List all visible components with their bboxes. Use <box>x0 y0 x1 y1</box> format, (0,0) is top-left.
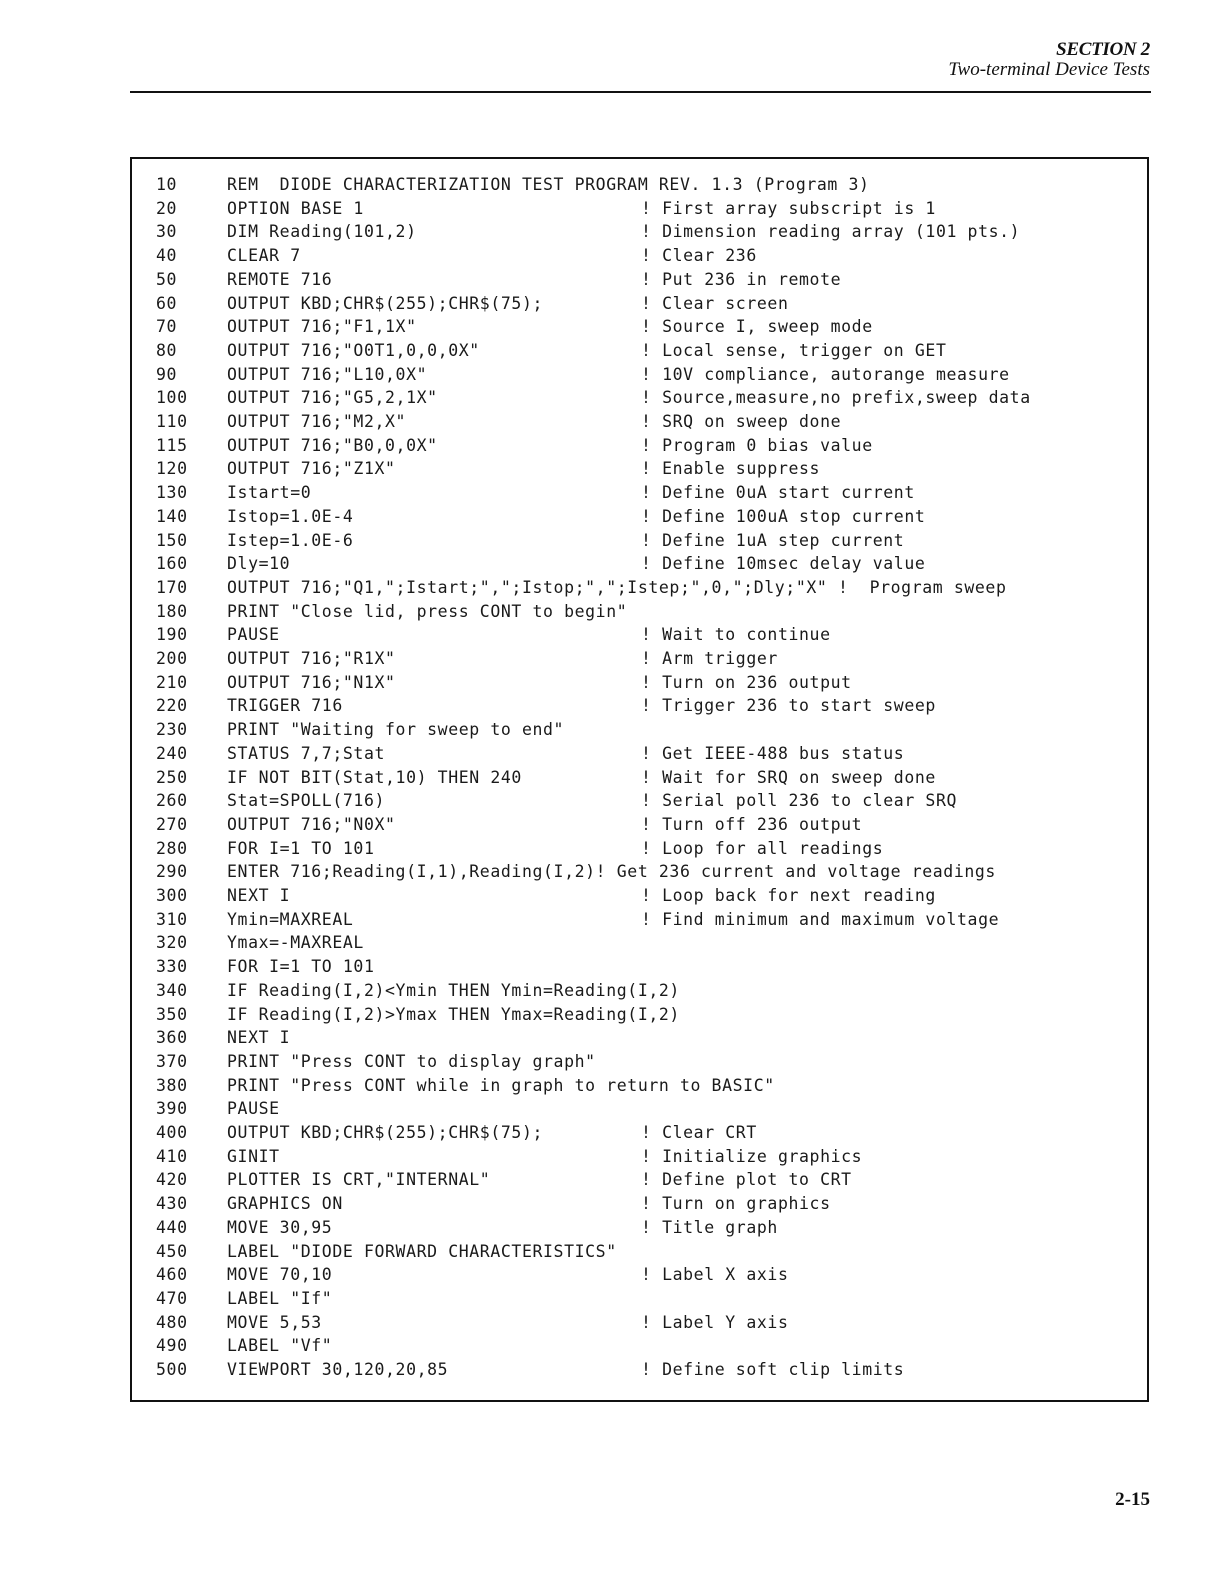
line-number: 380 <box>156 1075 188 1095</box>
code-line <box>132 955 1147 979</box>
code-line <box>132 1192 1147 1216</box>
line-number: 280 <box>156 838 188 858</box>
code-line <box>132 1263 1147 1287</box>
statement: OUTPUT 716;"O0T1,0,0,0X" <box>227 340 480 360</box>
line-number: 10 <box>156 175 178 194</box>
code-line <box>132 410 1147 434</box>
comment: ! Label X axis <box>641 1265 789 1285</box>
statement: FOR I=1 TO 101 <box>227 957 375 977</box>
line-number: 450 <box>156 1241 188 1261</box>
statement: IF Reading(I,2)<Ymin THEN Ymin=Reading(I,2) <box>227 980 680 1000</box>
code-line <box>132 220 1147 244</box>
code-line <box>132 481 1147 505</box>
comment: ! Loop for all readings <box>641 838 884 858</box>
code-line <box>132 505 1147 529</box>
line-number: 220 <box>156 696 188 716</box>
comment: ! Arm trigger <box>641 649 778 668</box>
code-line <box>132 268 1147 292</box>
statement: REM DIODE CHARACTERIZATION TEST PROGRAM REV. 1.3 (Program 3) <box>227 175 870 194</box>
line-number: 300 <box>156 886 188 905</box>
line-number: 90 <box>156 364 178 384</box>
line-number: 160 <box>156 554 188 574</box>
line-number: 370 <box>156 1051 188 1071</box>
line-number: 470 <box>156 1288 188 1308</box>
code-line <box>132 315 1147 339</box>
statement: OUTPUT 716;"N1X" <box>227 672 396 692</box>
line-number: 400 <box>156 1123 188 1142</box>
comment: ! First array subscript is 1 <box>641 198 936 218</box>
statement: GINIT <box>227 1146 280 1166</box>
statement: Istop=1.0E-4 <box>227 506 354 526</box>
line-number: 110 <box>156 412 188 431</box>
code-line <box>132 623 1147 647</box>
code-line <box>132 457 1147 481</box>
line-number: 120 <box>156 459 188 479</box>
comment: ! Define plot to CRT <box>641 1170 852 1190</box>
comment: ! Clear screen <box>641 293 789 313</box>
statement: PAUSE <box>227 625 280 645</box>
section-subtitle: Two-terminal Device Tests <box>948 59 1150 80</box>
line-number: 340 <box>156 980 188 1000</box>
section-heading: SECTION 2 <box>1056 39 1150 60</box>
line-number: 80 <box>156 340 178 360</box>
line-number: 190 <box>156 625 188 645</box>
line-number: 250 <box>156 767 188 787</box>
statement: IF NOT BIT(Stat,10) THEN 240 <box>227 767 522 787</box>
statement: GRAPHICS ON <box>227 1194 343 1214</box>
statement: FOR I=1 TO 101 <box>227 838 375 858</box>
statement: PLOTTER IS CRT,"INTERNAL" <box>227 1170 491 1190</box>
statement: MOVE 5,53 <box>227 1312 322 1332</box>
statement: IF Reading(I,2)>Ymax THEN Ymax=Reading(I,2) <box>227 1004 680 1024</box>
code-line <box>132 908 1147 932</box>
comment: ! Enable suppress <box>641 459 821 479</box>
line-number: 150 <box>156 530 188 550</box>
statement: PRINT "Waiting for sweep to end" <box>227 720 565 740</box>
statement: OUTPUT 716;"Q1,";Istart;",";Istop;",";Istep;",0,";Dly;"X" ! Program sweep <box>227 577 1007 597</box>
comment: ! 10V compliance, autorange measure <box>641 364 1010 384</box>
code-line <box>132 197 1147 221</box>
code-line <box>132 339 1147 363</box>
line-number: 270 <box>156 814 188 834</box>
comment: ! Clear 236 <box>641 246 757 266</box>
statement: Ymax=-MAXREAL <box>227 933 364 953</box>
statement: Istart=0 <box>227 483 312 503</box>
code-line <box>132 292 1147 316</box>
line-number: 230 <box>156 720 188 740</box>
comment: ! Clear CRT <box>641 1123 757 1142</box>
code-line <box>132 1145 1147 1169</box>
statement: OPTION BASE 1 <box>227 198 364 218</box>
line-number: 420 <box>156 1170 188 1190</box>
line-number: 210 <box>156 672 188 692</box>
statement: OUTPUT 716;"L10,0X" <box>227 364 428 384</box>
line-number: 480 <box>156 1312 188 1332</box>
comment: ! Put 236 in remote <box>641 269 842 289</box>
code-line <box>132 576 1147 600</box>
line-number: 320 <box>156 933 188 953</box>
statement: MOVE 30,95 <box>227 1217 333 1237</box>
statement: PRINT "Press CONT to display graph" <box>227 1051 596 1071</box>
program-listing <box>130 157 1149 1402</box>
code-line <box>132 1097 1147 1121</box>
code-line <box>132 363 1147 387</box>
line-number: 360 <box>156 1028 188 1048</box>
line-number: 410 <box>156 1146 188 1166</box>
comment: ! Serial poll 236 to clear SRQ <box>641 791 958 811</box>
statement: CLEAR 7 <box>227 246 301 266</box>
statement: PRINT "Close lid, press CONT to begin" <box>227 601 628 621</box>
code-line <box>132 173 1147 197</box>
statement: Istep=1.0E-6 <box>227 530 354 550</box>
statement: LABEL "Vf" <box>227 1336 333 1356</box>
code-line <box>132 647 1147 671</box>
line-number: 180 <box>156 601 188 621</box>
line-number: 240 <box>156 743 188 763</box>
comment: ! Loop back for next reading <box>641 886 936 905</box>
code-line <box>132 1287 1147 1311</box>
statement: OUTPUT KBD;CHR$(255);CHR$(75); <box>227 293 544 313</box>
statement: ENTER 716;Reading(I,1),Reading(I,2)! Get 236 current and voltage readings <box>227 862 996 882</box>
code-line <box>132 694 1147 718</box>
statement: LABEL "If" <box>227 1288 333 1308</box>
line-number: 350 <box>156 1004 188 1024</box>
statement: Dly=10 <box>227 554 291 574</box>
statement: LABEL "DIODE FORWARD CHARACTERISTICS" <box>227 1241 617 1261</box>
page-number: 2-15 <box>1115 1489 1150 1510</box>
line-number: 170 <box>156 577 188 597</box>
code-line <box>132 884 1147 908</box>
code-line <box>132 1026 1147 1050</box>
line-number: 290 <box>156 862 188 882</box>
line-number: 100 <box>156 388 188 408</box>
statement: REMOTE 716 <box>227 269 333 289</box>
line-number: 50 <box>156 269 178 289</box>
statement: VIEWPORT 30,120,20,85 <box>227 1360 449 1379</box>
statement: OUTPUT 716;"G5,2,1X" <box>227 388 438 408</box>
comment: ! Title graph <box>641 1217 778 1237</box>
line-number: 460 <box>156 1265 188 1285</box>
comment: ! Turn off 236 output <box>641 814 863 834</box>
code-line <box>132 1358 1147 1382</box>
code-line <box>132 979 1147 1003</box>
statement: PAUSE <box>227 1099 280 1119</box>
line-number: 440 <box>156 1217 188 1237</box>
comment: ! Define 1uA step current <box>641 530 905 550</box>
statement: OUTPUT 716;"N0X" <box>227 814 396 834</box>
comment: ! Dimension reading array (101 pts.) <box>641 222 1021 242</box>
line-number: 130 <box>156 483 188 503</box>
comment: ! Trigger 236 to start sweep <box>641 696 936 716</box>
line-number: 60 <box>156 293 178 313</box>
statement: OUTPUT KBD;CHR$(255);CHR$(75); <box>227 1123 544 1142</box>
statement: Stat=SPOLL(716) <box>227 791 386 811</box>
line-number: 20 <box>156 198 178 218</box>
line-number: 260 <box>156 791 188 811</box>
code-line <box>132 931 1147 955</box>
code-line <box>132 789 1147 813</box>
comment: ! Define soft clip limits <box>641 1360 905 1379</box>
code-line <box>132 529 1147 553</box>
code-line <box>132 837 1147 861</box>
line-number: 310 <box>156 909 188 929</box>
statement: OUTPUT 716;"M2,X" <box>227 412 407 431</box>
code-line <box>132 1334 1147 1358</box>
line-number: 430 <box>156 1194 188 1214</box>
comment: ! Define 10msec delay value <box>641 554 926 574</box>
statement: Ymin=MAXREAL <box>227 909 354 929</box>
comment: ! Wait for SRQ on sweep done <box>641 767 936 787</box>
comment: ! Find minimum and maximum voltage <box>641 909 1000 929</box>
comment: ! Source I, sweep mode <box>641 317 873 337</box>
statement: PRINT "Press CONT while in graph to return to BASIC" <box>227 1075 775 1095</box>
running-header <box>948 40 1150 80</box>
line-number: 390 <box>156 1099 188 1119</box>
line-number: 200 <box>156 649 188 668</box>
line-number: 115 <box>156 435 188 455</box>
code-line <box>132 244 1147 268</box>
comment: ! Local sense, trigger on GET <box>641 340 947 360</box>
statement: OUTPUT 716;"R1X" <box>227 649 396 668</box>
code-line <box>132 600 1147 624</box>
line-number: 330 <box>156 957 188 977</box>
line-number: 140 <box>156 506 188 526</box>
code-line <box>132 1121 1147 1145</box>
statement: MOVE 70,10 <box>227 1265 333 1285</box>
statement: OUTPUT 716;"B0,0,0X" <box>227 435 438 455</box>
code-line <box>132 671 1147 695</box>
statement: TRIGGER 716 <box>227 696 343 716</box>
code-line <box>132 718 1147 742</box>
code-line <box>132 1074 1147 1098</box>
comment: ! Turn on 236 output <box>641 672 852 692</box>
line-number: 490 <box>156 1336 188 1356</box>
statement: OUTPUT 716;"F1,1X" <box>227 317 417 337</box>
code-line <box>132 1050 1147 1074</box>
code-line <box>132 1168 1147 1192</box>
line-number: 500 <box>156 1360 188 1379</box>
comment: ! Initialize graphics <box>641 1146 863 1166</box>
code-line <box>132 742 1147 766</box>
code-line <box>132 813 1147 837</box>
line-number: 70 <box>156 317 178 337</box>
code-line <box>132 766 1147 790</box>
header-rule <box>130 91 1151 93</box>
comment: ! Define 0uA start current <box>641 483 915 503</box>
line-number: 40 <box>156 246 178 266</box>
statement: STATUS 7,7;Stat <box>227 743 386 763</box>
code-line <box>132 434 1147 458</box>
comment: ! Define 100uA stop current <box>641 506 926 526</box>
comment: ! Turn on graphics <box>641 1194 831 1214</box>
comment: ! Wait to continue <box>641 625 831 645</box>
code-line <box>132 552 1147 576</box>
comment: ! SRQ on sweep done <box>641 412 842 431</box>
comment: ! Source,measure,no prefix,sweep data <box>641 388 1031 408</box>
code-line <box>132 860 1147 884</box>
code-line <box>132 1311 1147 1335</box>
line-number: 30 <box>156 222 178 242</box>
comment: ! Label Y axis <box>641 1312 789 1332</box>
comment: ! Program 0 bias value <box>641 435 873 455</box>
code-line <box>132 1003 1147 1027</box>
code-line <box>132 386 1147 410</box>
statement: DIM Reading(101,2) <box>227 222 417 242</box>
comment: ! Get IEEE-488 bus status <box>641 743 905 763</box>
code-line <box>132 1216 1147 1240</box>
statement: OUTPUT 716;"Z1X" <box>227 459 396 479</box>
code-line <box>132 1240 1147 1264</box>
statement: NEXT I <box>227 1028 291 1048</box>
statement: NEXT I <box>227 886 291 905</box>
